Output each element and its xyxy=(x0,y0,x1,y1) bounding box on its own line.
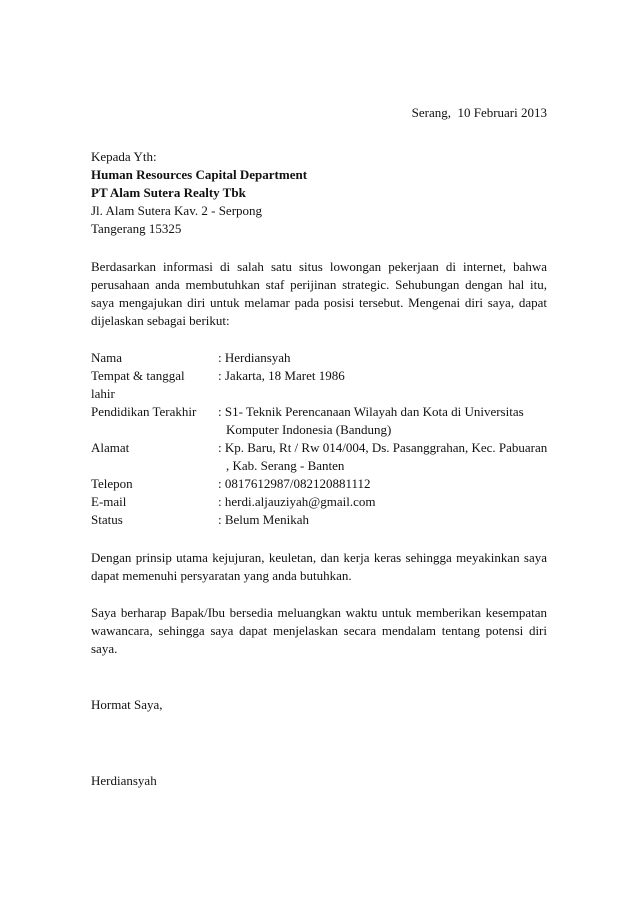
signature-name: Herdiansyah xyxy=(91,773,157,788)
principle-paragraph: Dengan prinsip utama kejujuran, keuletan, dan kerja keras sehingga meyakinkan saya dapat memenuhi persyaratan yang anda butuhkan. xyxy=(91,550,547,583)
intro-paragraph: Berdasarkan informasi di salah satu situs lowongan pekerjaan di internet, bahwa perusahaan anda membutuhkan staf perijinan strategic. Sehubungan dengan hal itu, saya mengajukan diri untuk melamar pada posisi tersebut. Mengenai diri saya, dapat dijelaskan sebagai berikut: xyxy=(91,259,547,328)
info-row-phone xyxy=(91,475,547,493)
info-value-line: : Kp. Baru, Rt / Rw 014/004, Ds. Pasanggrahan, Kec. Pabuaran xyxy=(218,440,548,455)
recipient-department: Human Resources Capital Department xyxy=(91,167,308,182)
info-label: Status xyxy=(91,512,123,527)
letter-body xyxy=(91,148,547,790)
info-row-education xyxy=(91,403,547,439)
recipient-company: PT Alam Sutera Realty Tbk xyxy=(91,185,246,200)
info-row-address xyxy=(91,439,547,475)
info-value-line: , Kab. Serang - Banten xyxy=(226,458,345,473)
recipient-address-line1: Jl. Alam Sutera Kav. 2 - Serpong xyxy=(91,203,263,218)
recipient-block xyxy=(91,148,547,238)
letter-date: Serang, 10 Februari 2013 xyxy=(411,105,547,120)
info-value: : Herdiansyah xyxy=(218,350,291,365)
info-value: : Belum Menikah xyxy=(218,512,309,527)
info-value: : 0817612987/082120881112 xyxy=(218,476,371,491)
info-value xyxy=(218,439,547,475)
info-value-line: Komputer Indonesia (Bandung) xyxy=(226,422,392,437)
info-row-email xyxy=(91,493,547,511)
info-label: E-mail xyxy=(91,494,127,509)
info-label-line: lahir xyxy=(91,386,115,401)
info-row-status xyxy=(91,511,547,529)
info-row-name xyxy=(91,349,547,367)
info-label: Alamat xyxy=(91,440,130,455)
closing-paragraph: Saya berharap Bapak/Ibu bersedia meluangkan waktu untuk memberikan kesempatan wawancara, sehingga saya dapat menjelaskan secara mendalam tentang potensi diri saya. xyxy=(91,605,547,656)
recipient-address-line2: Tangerang 15325 xyxy=(91,221,182,236)
info-label-line: Tempat & tanggal xyxy=(91,368,185,383)
info-label: Nama xyxy=(91,350,123,365)
info-label: Telepon xyxy=(91,476,133,491)
info-row-birth xyxy=(91,367,547,403)
salutation: Kepada Yth: xyxy=(91,149,157,164)
info-label xyxy=(91,367,218,403)
sign-off: Hormat Saya, xyxy=(91,697,163,712)
info-label: Pendidikan Terakhir xyxy=(91,404,197,419)
info-value-line: : S1- Teknik Perencanaan Wilayah dan Kota di Universitas xyxy=(218,404,524,419)
info-value: : Jakarta, 18 Maret 1986 xyxy=(218,368,345,383)
info-value xyxy=(218,403,547,439)
info-value: : herdi.aljauziyah@gmail.com xyxy=(218,494,376,509)
personal-info-table xyxy=(91,349,547,529)
